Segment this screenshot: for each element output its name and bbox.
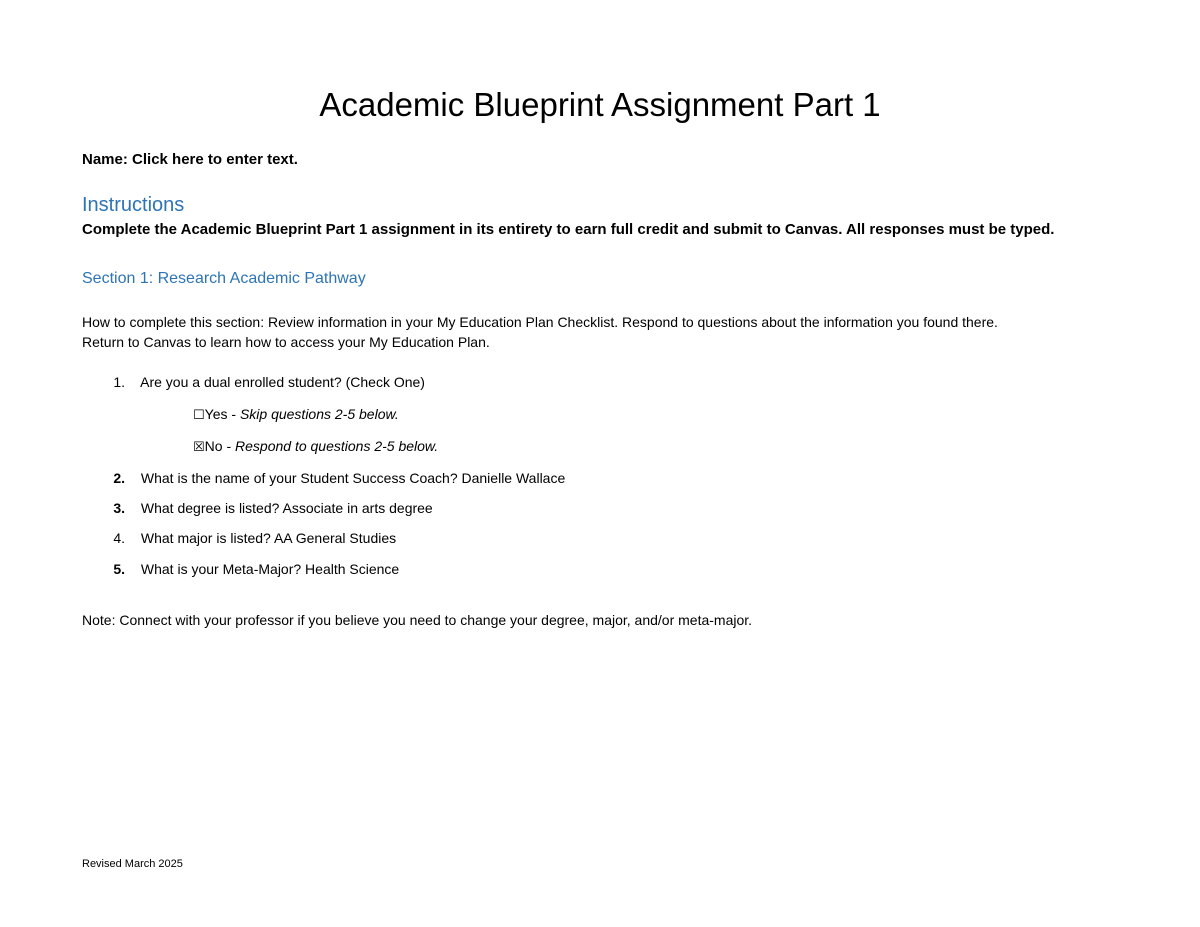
question-number: 1.: [113, 374, 125, 390]
option-label: No: [204, 438, 223, 454]
section1-heading: Section 1: Research Academic Pathway: [82, 270, 366, 287]
option-yes: [193, 404, 399, 426]
how-to-line: How to complete this section: Review information in your My Education Plan Checklist. Respond to questions about the information you found there.: [82, 314, 998, 330]
question-4: [82, 528, 396, 548]
page-title: Academic Blueprint Assignment Part 1: [319, 86, 881, 123]
option-no: [193, 436, 438, 458]
instructions-text: Complete the Academic Blueprint Part 1 assignment in its entirety to earn full credit and submit to Canvas. All responses must be typed.: [82, 221, 1055, 238]
question-2: [82, 468, 565, 488]
option-dash: -: [227, 406, 240, 422]
how-to-paragraph: [82, 312, 1122, 352]
instructions-heading: Instructions: [82, 194, 185, 216]
name-field[interactable]: Click here to enter text.: [132, 151, 298, 168]
option-dash: -: [222, 438, 236, 454]
name-field-line: [82, 150, 298, 170]
question-text: What degree is listed? Associate in arts degree: [140, 500, 433, 516]
option-label: Yes: [204, 406, 228, 422]
question-number: 3.: [113, 500, 125, 516]
question-number: 2.: [113, 470, 125, 486]
question-text: What major is listed? AA General Studies: [140, 530, 397, 546]
checkbox-unchecked-icon[interactable]: ☐: [193, 408, 205, 423]
question-3: [82, 498, 433, 518]
question-5: [82, 559, 399, 579]
how-to-line: Return to Canvas to learn how to access your My Education Plan.: [82, 334, 490, 350]
question-number: 5.: [113, 561, 125, 577]
revision-footer: Revised March 2025: [82, 858, 183, 870]
option-hint: Respond to questions 2-5 below.: [235, 438, 439, 454]
question-text: What is your Meta-Major? Health Science: [140, 561, 400, 577]
checkbox-checked-icon[interactable]: ☒: [193, 440, 205, 455]
question-number: 4.: [113, 530, 125, 546]
question-text: Are you a dual enrolled student? (Check One): [140, 374, 425, 390]
name-label: Name:: [82, 151, 128, 168]
note-text: Note: Connect with your professor if you believe you need to change your degree, major, and/or meta-major.: [82, 612, 753, 628]
question-1: [82, 372, 425, 392]
question-text: What is the name of your Student Success Coach? Danielle Wallace: [140, 470, 566, 486]
option-hint: Skip questions 2-5 below.: [239, 406, 399, 422]
